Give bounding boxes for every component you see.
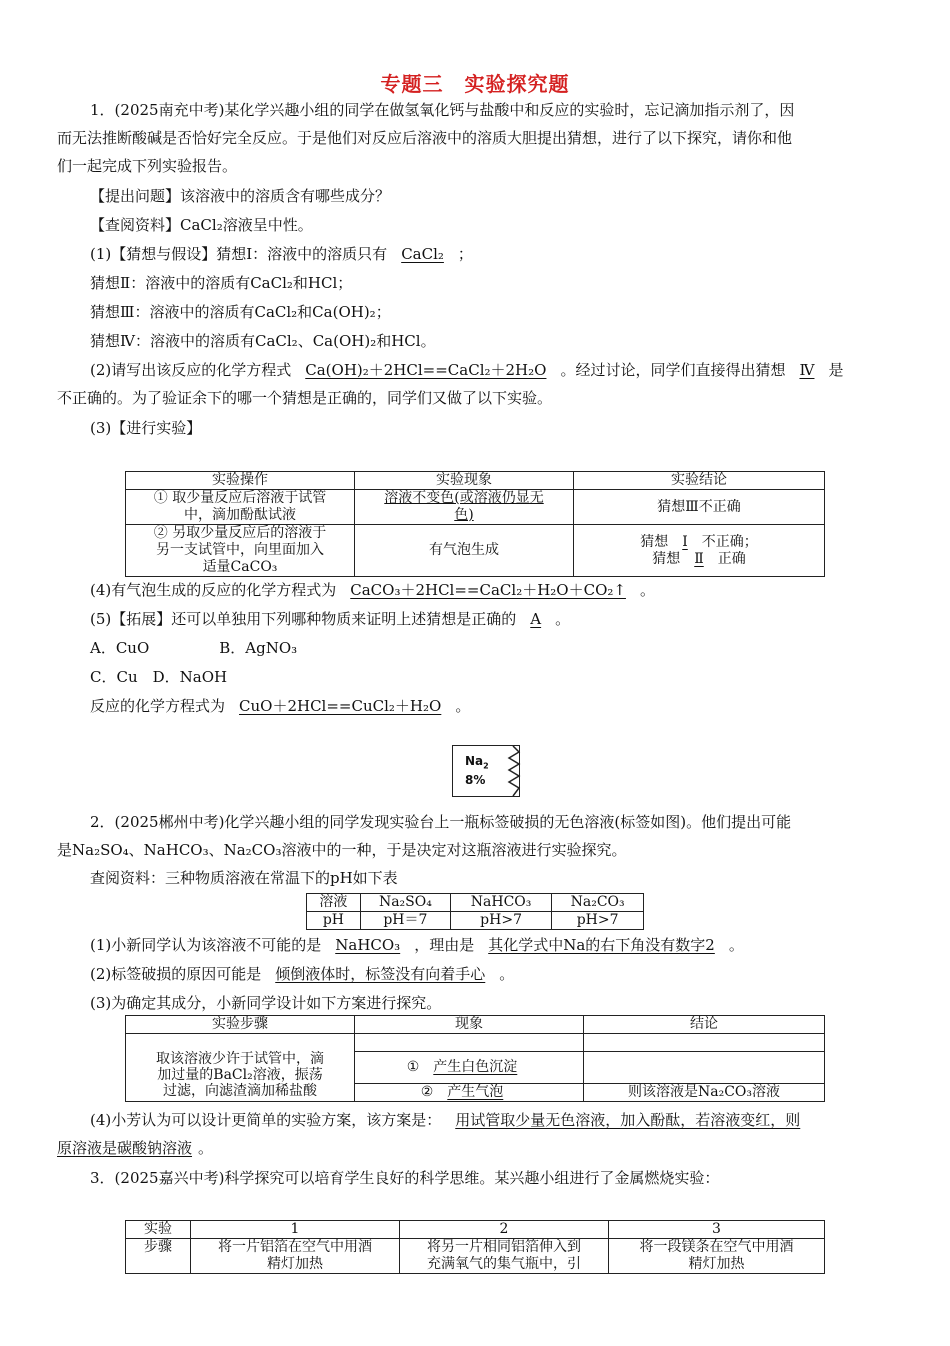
torn-edge-icon: [505, 746, 521, 796]
q1-experiment-table: [125, 471, 825, 577]
table-header: 2: [400, 1221, 609, 1239]
q1-extension: [90, 607, 930, 632]
text: 将另一片相同铝箔伸入到: [427, 1239, 581, 1255]
text: 取该溶液少许于试管中，滴: [156, 1050, 324, 1067]
text: 是: [828, 361, 844, 379]
q1-gas-equation: [90, 578, 930, 603]
q1-guess-3: 猜想Ⅲ：溶液中的溶质有CaCl₂和Ca(OH)₂；: [90, 303, 391, 321]
q2-sub-3: (3)为确定其成分，小新同学设计如下方案进行探究。: [90, 994, 442, 1012]
q2-line-1: 2．(2025郴州中考)化学兴趣小组的同学发现实验台上一瓶标签破损的无色溶液(标签如图)。他们提出可能: [90, 813, 792, 831]
table-cell: [584, 1052, 825, 1084]
text: 2: [483, 761, 489, 771]
answer-blank: 产生白色沉淀: [433, 1059, 518, 1075]
text: 将一段镁条在空气中用酒: [639, 1239, 794, 1255]
table-header: 实验步骤: [126, 1016, 355, 1034]
table-cell: pH＝7: [360, 912, 450, 930]
text: 。: [499, 965, 515, 983]
table-cell: 则该溶液是Na₂CO₃溶液: [584, 1084, 825, 1102]
table-header: 实验现象: [355, 472, 574, 490]
table-cell: [584, 1034, 825, 1052]
text: 不正确；: [701, 533, 758, 550]
table-cell: [355, 490, 574, 525]
text: ，理由是: [414, 936, 475, 954]
answer-blank: CaCl₂: [401, 245, 444, 263]
answer-blank: 其化学式中Na的右下角没有数字2: [488, 936, 715, 954]
text: Na: [465, 754, 484, 768]
table-cell: [574, 525, 825, 577]
table-cell: 猜想Ⅲ不正确: [574, 490, 825, 525]
text: (4)小芳认为可以设计更简单的实验方案，该方案是：: [90, 1111, 442, 1129]
text: (5)【拓展】还可以单独用下列哪种物质来证明上述猜想是正确的: [90, 610, 517, 628]
table-row: [307, 912, 644, 930]
table-cell: [609, 1239, 825, 1274]
text: 中，滴加酚酞试液: [184, 507, 296, 523]
text: (4)有气泡生成的反应的化学方程式为: [90, 581, 337, 599]
table-header: 结论: [584, 1016, 825, 1034]
answer-blank: A: [530, 610, 542, 628]
table-header: 实验: [126, 1221, 191, 1239]
table-row: [126, 525, 825, 577]
q1-options-cd: C．Cu D．NaOH: [90, 668, 228, 686]
q1-experiment-heading: (3)【进行实验】: [90, 419, 202, 437]
answer-blank: Ca(OH)₂＋2HCl==CaCl₂＋2H₂O: [305, 361, 547, 379]
q1-line-1: 1．(2025南充中考)某化学兴趣小组的同学在做氢氧化钙与盐酸中和反应的实验时，忘记滴加指示剂了，因: [90, 101, 795, 119]
q2-plan-table: [125, 1015, 825, 1102]
answer-blank: 倾倒液体时，标签没有向着手心: [275, 965, 486, 983]
text: 加过量的BaCl₂溶液，振荡: [157, 1066, 323, 1083]
table-cell: [355, 1052, 584, 1084]
table-header: 3: [609, 1221, 825, 1239]
table-header: 溶液: [307, 894, 361, 912]
q1-reaction-equation: [90, 694, 930, 719]
answer-blank: 原溶液是碳酸钠溶液: [57, 1139, 193, 1157]
table-cell: [355, 1034, 584, 1052]
text: ①: [406, 1059, 420, 1075]
table-cell: pH>7: [450, 912, 551, 930]
text: 。: [555, 610, 571, 628]
text: 适量CaCO₃: [202, 559, 278, 575]
q1-line-2: 而无法推断酸碱是否恰好完全反应。于是他们对反应后溶液中的溶质大胆提出猜想，进行了以下探究，请你和他: [57, 129, 793, 147]
table-cell: [355, 1084, 584, 1102]
option-b: B．AgNO₃: [219, 639, 298, 657]
text: (1)小新同学认为该溶液不可能的是: [90, 936, 322, 954]
q3-experiment-table: [125, 1220, 825, 1274]
table-cell: pH>7: [552, 912, 644, 930]
text: (2)标签破损的原因可能是: [90, 965, 262, 983]
q2-line-3: 查阅资料：三种物质溶液在常温下的pH如下表: [90, 869, 398, 887]
q1-equation-line-2: 不正确的。为了验证余下的哪一个猜想是正确的，同学们又做了以下实验。: [57, 389, 553, 407]
text: 反应的化学方程式为: [90, 697, 226, 715]
answer-blank: NaHCO₃: [335, 936, 401, 954]
text: 另一支试管中，向里面加入: [156, 542, 324, 558]
table-row: [126, 1016, 825, 1034]
table-cell: [126, 490, 355, 525]
text: 。: [728, 936, 744, 954]
table-header: 现象: [355, 1016, 584, 1034]
text: ；: [457, 245, 473, 263]
text: ② 另取少量反应后的溶液于: [153, 525, 327, 541]
q1-guess-1: [90, 242, 930, 267]
table-cell: 步骤: [126, 1239, 191, 1274]
table-row: [307, 894, 644, 912]
text: 将一片铝箔在空气中用酒: [218, 1239, 372, 1255]
table-cell: [126, 1034, 355, 1102]
table-header: Na₂CO₃: [552, 894, 644, 912]
broken-label-figure: [452, 745, 520, 797]
q2-sub-4-line-2: [57, 1136, 897, 1161]
q1-guess-2: 猜想Ⅱ：溶液中的溶质有CaCl₂和HCl；: [90, 274, 353, 292]
text: 充满氧气的集气瓶中，引: [427, 1256, 581, 1272]
text: 。: [639, 581, 655, 599]
text: (2)请写出该反应的化学方程式: [90, 361, 292, 379]
text: (1)【猜想与假设】猜想Ⅰ：溶液中的溶质只有: [90, 245, 388, 263]
q1-options-ab: [90, 636, 930, 661]
answer-blank: CaCO₃＋2HCl==CaCl₂＋H₂O＋CO₂↑: [350, 581, 626, 599]
text: 猜想: [640, 533, 669, 550]
table-cell: 有气泡生成: [355, 525, 574, 577]
label-text: [465, 754, 489, 788]
q1-line-3: 们一起完成下列实验报告。: [57, 157, 238, 175]
option-a: A．CuO: [90, 639, 150, 657]
q3-line-1: 3．(2025嘉兴中考)科学探究可以培育学生良好的科学思维。某兴趣小组进行了金属燃烧实验：: [90, 1169, 720, 1187]
table-cell: [400, 1239, 609, 1274]
table-cell: [126, 525, 355, 577]
table-row: [126, 1239, 825, 1274]
text: 。经过讨论，同学们直接得出猜想: [560, 361, 786, 379]
answer-blank: CuO＋2HCl==CuCl₂＋H₂O: [239, 697, 442, 715]
text: ① 取少量反应后溶液于试管: [153, 490, 327, 506]
q2-sub-4: [90, 1108, 930, 1133]
table-header: NaHCO₃: [450, 894, 551, 912]
q1-equation-line: [90, 358, 930, 383]
answer-blank: 色): [454, 507, 474, 523]
table-row: [126, 490, 825, 525]
q1-info: 【查阅资料】CaCl₂溶液呈中性。: [90, 216, 313, 234]
text: 8%: [465, 773, 486, 788]
text: 精灯加热: [688, 1256, 745, 1272]
table-row: [126, 1221, 825, 1239]
text: 。: [455, 697, 471, 715]
answer-blank: Ⅱ: [694, 550, 704, 567]
table-cell: pH: [307, 912, 361, 930]
answer-blank: Ⅳ: [799, 361, 815, 379]
table-header: Na₂SO₄: [360, 894, 450, 912]
answer-blank: Ⅰ: [682, 533, 688, 550]
table-cell: [191, 1239, 400, 1274]
q1-guess-4: 猜想Ⅳ：溶液中的溶质有CaCl₂、Ca(OH)₂和HCl。: [90, 332, 436, 350]
q2-line-2: 是Na₂SO₄、NaHCO₃、Na₂CO₃溶液中的一种，于是决定对这瓶溶液进行实验探究。: [57, 841, 627, 859]
text: 。: [198, 1139, 214, 1157]
text: ②: [420, 1084, 434, 1100]
q2-sub-2: [90, 962, 930, 987]
q2-sub-1: [90, 933, 930, 958]
table-header: 实验结论: [574, 472, 825, 490]
answer-blank: 溶液不变色(或溶液仍显无: [384, 490, 544, 506]
answer-blank: 用试管取少量无色溶液，加入酚酞，若溶液变红，则: [455, 1111, 801, 1129]
text: 猜想: [652, 550, 681, 567]
text: 过滤，向滤渣滴加稀盐酸: [163, 1082, 317, 1099]
text: 精灯加热: [267, 1256, 323, 1272]
ph-table: [306, 893, 644, 930]
q1-question: 【提出问题】该溶液中的溶质含有哪些成分？: [90, 187, 391, 205]
page-title: 专题三 实验探究题: [380, 72, 570, 96]
table-header: 1: [191, 1221, 400, 1239]
table-row: [126, 1034, 825, 1052]
answer-blank: 产生气泡: [447, 1084, 504, 1100]
table-header: 实验操作: [126, 472, 355, 490]
text: 正确: [717, 550, 746, 567]
